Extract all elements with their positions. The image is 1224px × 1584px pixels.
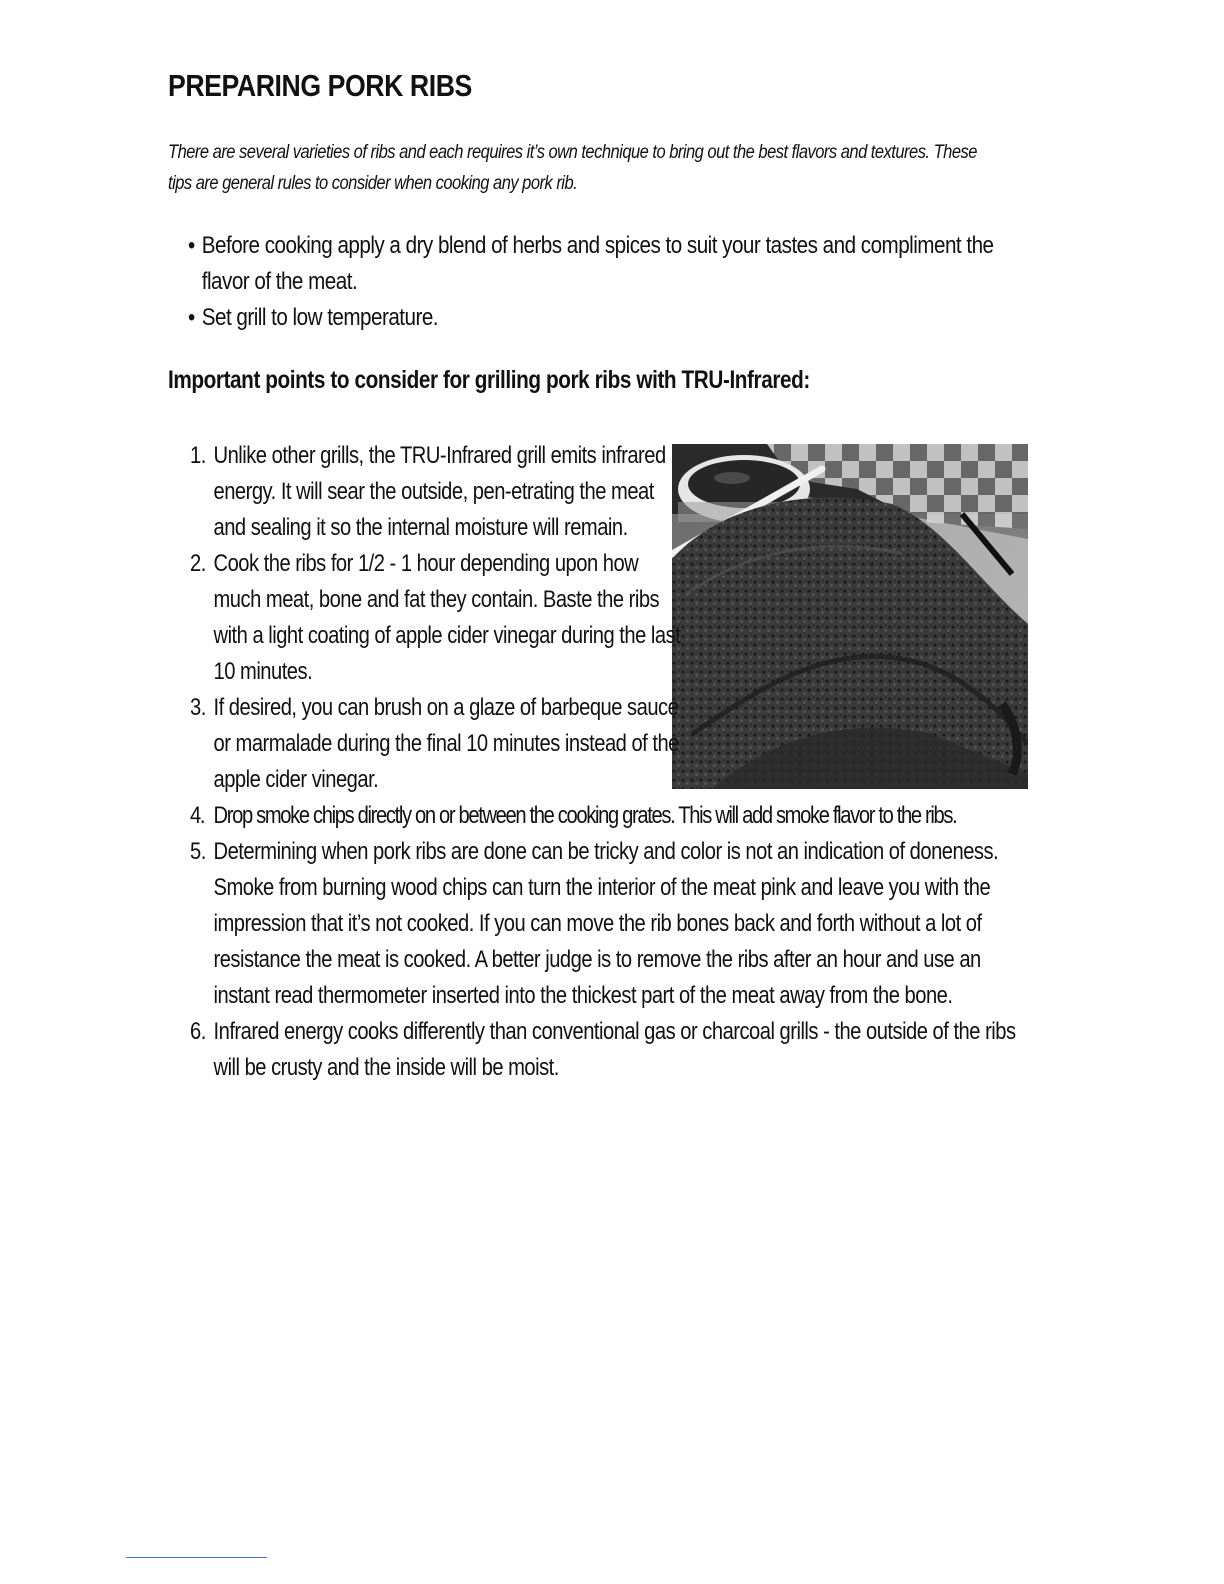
step-text: Unlike other grills, the TRU-Infrared grill emits infrared energy. It will sear the outside, pen-etrating the meat and sealing it so the internal moisture will remain. (213, 442, 666, 541)
tip-item: • Set grill to low temperature. (188, 300, 1031, 336)
step-item (190, 834, 1030, 1014)
page-title: PREPARING PORK RIBS (168, 68, 472, 103)
step-number: 3. (190, 694, 206, 721)
step-number: 6. (190, 1018, 206, 1045)
step-number: 1. (190, 442, 206, 469)
step-item (190, 690, 684, 798)
step-text: Cook the ribs for 1/2 - 1 hour depending upon how much meat, bone and fat they contain. Baste the ribs with a light coating of apple cider vinegar during the last 10 minutes. (213, 550, 681, 685)
section-heading: Important points to consider for grilling pork ribs with TRU-Infrared: (168, 366, 810, 394)
steps-list (190, 438, 1030, 1086)
tip-item: • Before cooking apply a dry blend of herbs and spices to suit your tastes and compliment the flavor of the meat. (188, 228, 1031, 300)
step-text: Drop smoke chips directly on or between the cooking grates. This will add smoke flavor to the ribs. (213, 802, 957, 829)
step-item (190, 798, 1030, 834)
step-item (190, 546, 684, 690)
step-number: 4. (190, 802, 205, 829)
intro-paragraph: There are several varieties of ribs and each requires it’s own technique to bring out the best flavors and textures. These tips are general rules to consider when cooking any pork rib. (168, 142, 977, 194)
tips-list (188, 228, 1031, 336)
step-text: Infrared energy cooks differently than conventional gas or charcoal grills - the outside of the ribs will be crusty and the inside will be moist. (213, 1018, 1016, 1081)
step-item (190, 438, 684, 546)
step-number: 2. (190, 550, 206, 577)
step-number: 5. (190, 838, 206, 865)
step-text: Determining when pork ribs are done can be tricky and color is not an indication of doneness. Smoke from burning wood chips can turn the interior of the meat pink and leave you with the impression that it’s not cooked. If you can move the rib bones back and forth without a lot of resistance the meat is cooked. A better judge is to remove the ribs after an hour and use an instant read thermometer inserted into the thickest part of the meat away from the bone. (213, 838, 999, 1009)
step-item (190, 1014, 1030, 1086)
step-text: If desired, you can brush on a glaze of barbeque sauce or marmalade during the final 10 minutes instead of the apple cider vinegar. (213, 694, 679, 793)
footer-divider (126, 1557, 267, 1558)
